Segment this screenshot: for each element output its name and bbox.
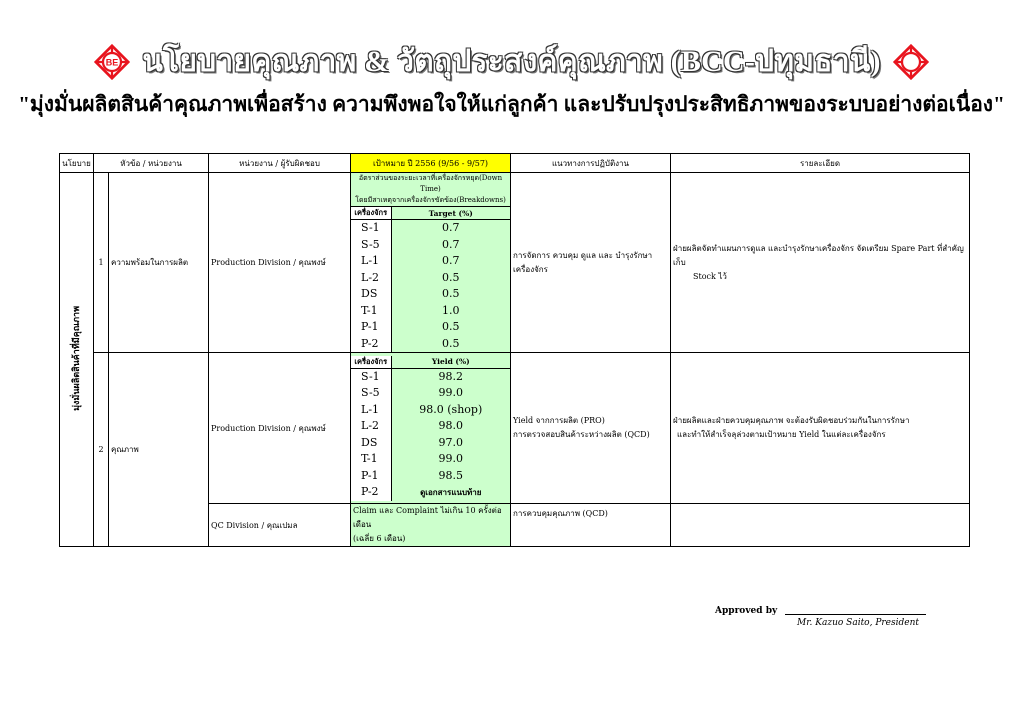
target-note: โดยมีสาเหตุจากเครื่องจักรขัดข้อง(Breakdowns) (355, 196, 506, 204)
table-header-row (60, 154, 970, 173)
svg-text:BE: BE (106, 57, 119, 68)
downtime-target-table (351, 206, 510, 352)
page-subtitle: "มุ่งมั่นผลิตสินค้าคุณภาพเพื่อสร้าง ความพึงพอใจให้แก่ลูกค้า และปรับปรุงประสิทธิภาพของระบบอย่างต่อเนื่อง" (18, 92, 1005, 116)
row-approach: การจัดการ ควบคุม ดูแล และ บำรุงรักษา เครื่องจักร (511, 173, 671, 353)
row-approach: การควบคุมคุณภาพ (QCD) (511, 504, 671, 547)
header-topic: หัวข้อ / หน่วยงาน (94, 154, 209, 173)
machine-row: S-5 0.7 (351, 237, 510, 254)
machine-row: P-2 ดูเอกสารแนบท้าย (351, 484, 510, 501)
machine-row: DS 0.5 (351, 286, 510, 303)
row-unit: Production Division / คุณพงษ์ (209, 353, 351, 504)
col-machine: เครื่องจักร (351, 207, 391, 220)
header-detail: รายละเอียด (671, 154, 970, 173)
machine-row: P-2 0.5 (351, 336, 510, 353)
table-row (60, 353, 970, 504)
machine-row: S-1 0.7 (351, 220, 510, 237)
target-downtime-cell (351, 173, 511, 353)
yield-target-table (351, 356, 510, 501)
machine-row: S-1 98.2 (351, 368, 510, 385)
machine-row: T-1 99.0 (351, 451, 510, 468)
approved-by-label: Approved by (715, 606, 778, 616)
title-row (0, 38, 1023, 85)
header-unit: หน่วยงาน / ผู้รับผิดชอบ (209, 154, 351, 173)
machine-row: L-2 0.5 (351, 270, 510, 287)
page-title: นโยบายคุณภาพ & วัตถุประสงค์คุณภาพ (BCC-ปทุมธานี) (142, 45, 881, 78)
machine-row: L-2 98.0 (351, 418, 510, 435)
table-row (60, 173, 970, 353)
header-policy: นโยบาย (60, 154, 94, 173)
target-note: อัตราส่วนของระยะเวลาที่เครื่องจักรหยุด(Down Time) (358, 174, 503, 193)
row-unit: QC Division / คุณเปมล (209, 504, 351, 547)
row-detail: ฝ่ายผลิตจัดทำแผนการดูแล และบำรุงรักษาเครื่องจักร จัดเตรียม Spare Part ที่สำคัญเก็บ Stock ไว้ (671, 173, 970, 353)
row-detail: ฝ่ายผลิตและฝ่ายควบคุมคุณภาพ จะต้องรับผิดชอบร่วมกันในการรักษา และทำให้สำเร็จลุล่วงตามเป้าหมาย Yield ในแต่ละเครื่องจักร (671, 353, 970, 504)
machine-row: L-1 98.0 (shop) (351, 402, 510, 419)
policy-text: มุ่งมั่นผลิตสินค้าที่มีคุณภาพ (71, 306, 82, 411)
company-logo-right (893, 44, 929, 80)
quality-objectives-table (59, 153, 970, 547)
policy-cell (60, 173, 94, 547)
signer-name: Mr. Kazuo Saito, President (797, 618, 920, 628)
machine-row: P-1 98.5 (351, 468, 510, 485)
row-topic: คุณภาพ (109, 353, 209, 547)
machine-row: L-1 0.7 (351, 253, 510, 270)
col-machine: เครื่องจักร (351, 356, 391, 369)
company-logo-left (94, 44, 130, 80)
target-claim-cell: Claim และ Complaint ไม่เกิน 10 ครั้งต่อเดือน (เฉลี่ย 6 เดือน) (351, 504, 511, 547)
row-unit: Production Division / คุณพงษ์ (209, 173, 351, 353)
signature-line (785, 614, 926, 615)
row-number: 1 (94, 173, 109, 353)
row-detail-empty (671, 504, 970, 547)
machine-row: S-5 99.0 (351, 385, 510, 402)
row-number: 2 (94, 353, 109, 547)
row-topic: ความพร้อมในการผลิต (109, 173, 209, 353)
header-target: เป้าหมาย ปี 2556 (9/56 - 9/57) (351, 154, 511, 173)
target-yield-cell (351, 353, 511, 504)
col-yield: Yield (%) (391, 356, 510, 369)
machine-row: P-1 0.5 (351, 319, 510, 336)
col-target: Target (%) (391, 207, 510, 220)
machine-row: DS 97.0 (351, 435, 510, 452)
machine-row: T-1 1.0 (351, 303, 510, 320)
row-approach: Yield จากการผลิต (PRO) การตรวจสอบสินค้าระหว่างผลิต (QCD) (511, 353, 671, 504)
header-approach: แนวทางการปฏิบัติงาน (511, 154, 671, 173)
